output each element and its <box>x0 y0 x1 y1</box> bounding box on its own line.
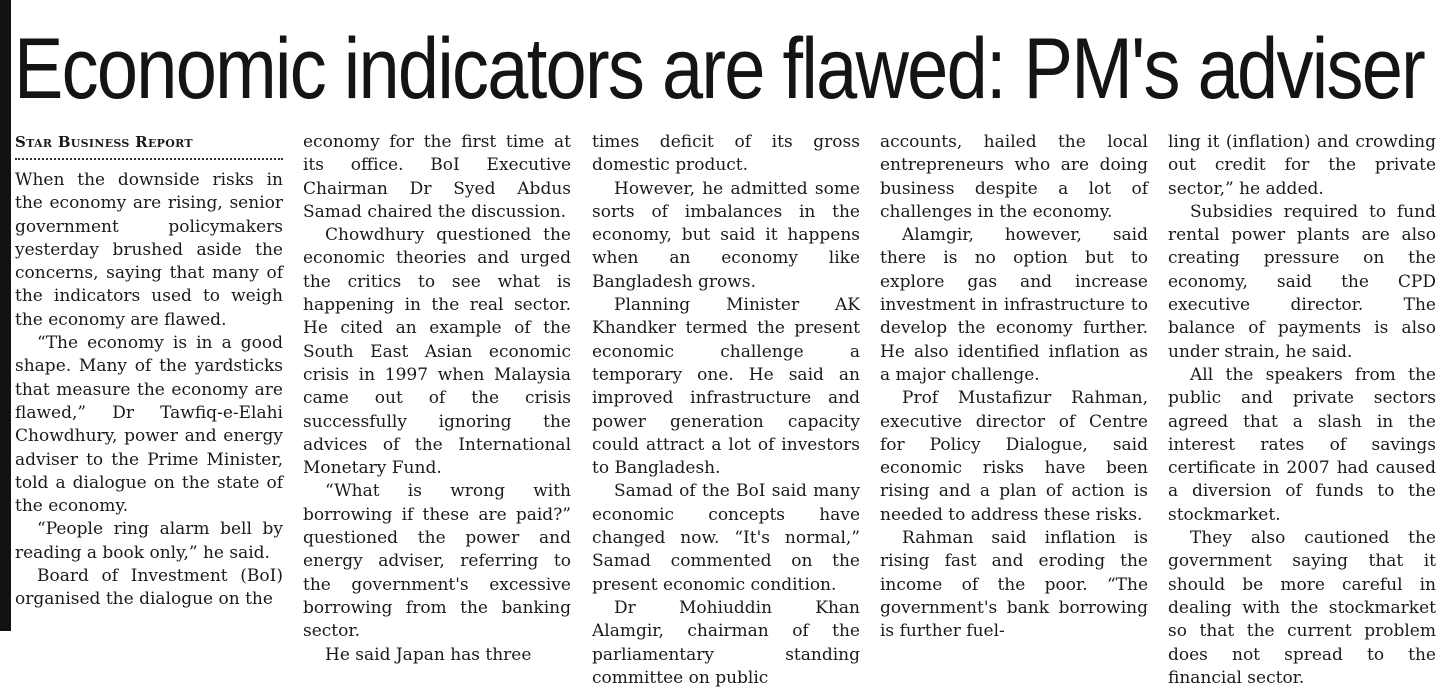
paragraph: Planning Minister AK Khandker termed the present economic challenge a temporary one. He said an improved infrastructure and power generation capacity could attract a lot of investors to Bangladesh. <box>592 295 860 479</box>
paragraph: ling it (inflation) and crowding out credit for the private sector,” he added. <box>1168 132 1436 199</box>
paragraph: Samad of the BoI said many economic concepts have changed now. “It's normal,” Samad commented on the present economic condition. <box>592 481 860 595</box>
paragraph: “The economy is in a good shape. Many of the yardsticks that measure the economy are flawed,” Dr Tawfiq-e-Elahi Chowdhury, power and energy adviser to the Prime Minister, told a dialogue on the state of the economy. <box>15 333 283 517</box>
paragraph: Prof Mustafizur Rahman, executive director of Centre for Policy Dialogue, said economic risks have been rising and a plan of action is needed to address these risks. <box>880 388 1148 525</box>
paragraph: Chowdhury questioned the economic theories and urged the critics to see what is happening in the real sector. He cited an example of the South East Asian economic crisis in 1997 when Malaysia came out of the crisis successfully ignoring the advices of the International Monetary Fund. <box>303 225 571 479</box>
paragraph: Alamgir, however, said there is no option but to explore gas and increase investment in infrastructure to develop the economy further. He also identified inflation as a major challenge. <box>880 225 1148 385</box>
paragraph: Subsidies required to fund rental power plants are also creating pressure on the economy, said the CPD executive director. The balance of payments is also under strain, he said. <box>1168 201 1436 362</box>
paragraph: They also cautioned the government saying that it should be more careful in dealing with the stockmarket so that the current problem does not spread to the financial sector. <box>1168 528 1436 688</box>
article-column-1 <box>15 131 283 626</box>
byline: Star Business Report <box>15 133 193 151</box>
paragraph: However, he admitted some sorts of imbalances in the economy, but said it happens when an economy like Bangladesh grows. <box>592 178 860 292</box>
left-margin-bar <box>0 0 11 631</box>
paragraph: accounts, hailed the local entrepreneurs who are doing business despite a lot of challenges in the economy. <box>880 132 1148 222</box>
byline-divider <box>15 158 283 160</box>
paragraph: He said Japan has three <box>325 644 532 665</box>
article-column-4 <box>880 131 1148 642</box>
paragraph: economy for the first time at its office. BoI Executive Chairman Dr Syed Abdus Samad chaired the discussion. <box>303 132 571 222</box>
paragraph: Board of Investment (BoI) organised the dialogue on the <box>15 566 283 610</box>
paragraph: When the downside risks in the economy are rising, senior government policymakers yesterday brushed aside the concerns, saying that many of the indicators used to weigh the economy are flawed. <box>15 170 283 330</box>
paragraph: Rahman said inflation is rising fast and eroding the income of the poor. “The government's bank borrowing is further fuel- <box>880 528 1148 642</box>
article-column-5 <box>1168 131 1436 688</box>
paragraph: All the speakers from the public and private sectors agreed that a slash in the interest rates of savings certificate in 2007 had caused a diversion of funds to the stockmarket. <box>1168 364 1436 525</box>
headline: Economic indicators are flawed: PM's adviser <box>14 21 1425 117</box>
paragraph: “People ring alarm bell by reading a book only,” he said. <box>15 519 283 563</box>
article-column-2 <box>303 131 571 665</box>
article-column-3 <box>592 131 860 688</box>
paragraph: times deficit of its gross domestic product. <box>592 132 860 176</box>
paragraph: “What is wrong with borrowing if these are paid?” questioned the power and energy adviser, referring to the government's excessive borrowing from the banking sector. <box>303 481 571 642</box>
paragraph: Dr Mohiuddin Khan Alamgir, chairman of the parliamentary standing committee on public <box>592 597 860 688</box>
